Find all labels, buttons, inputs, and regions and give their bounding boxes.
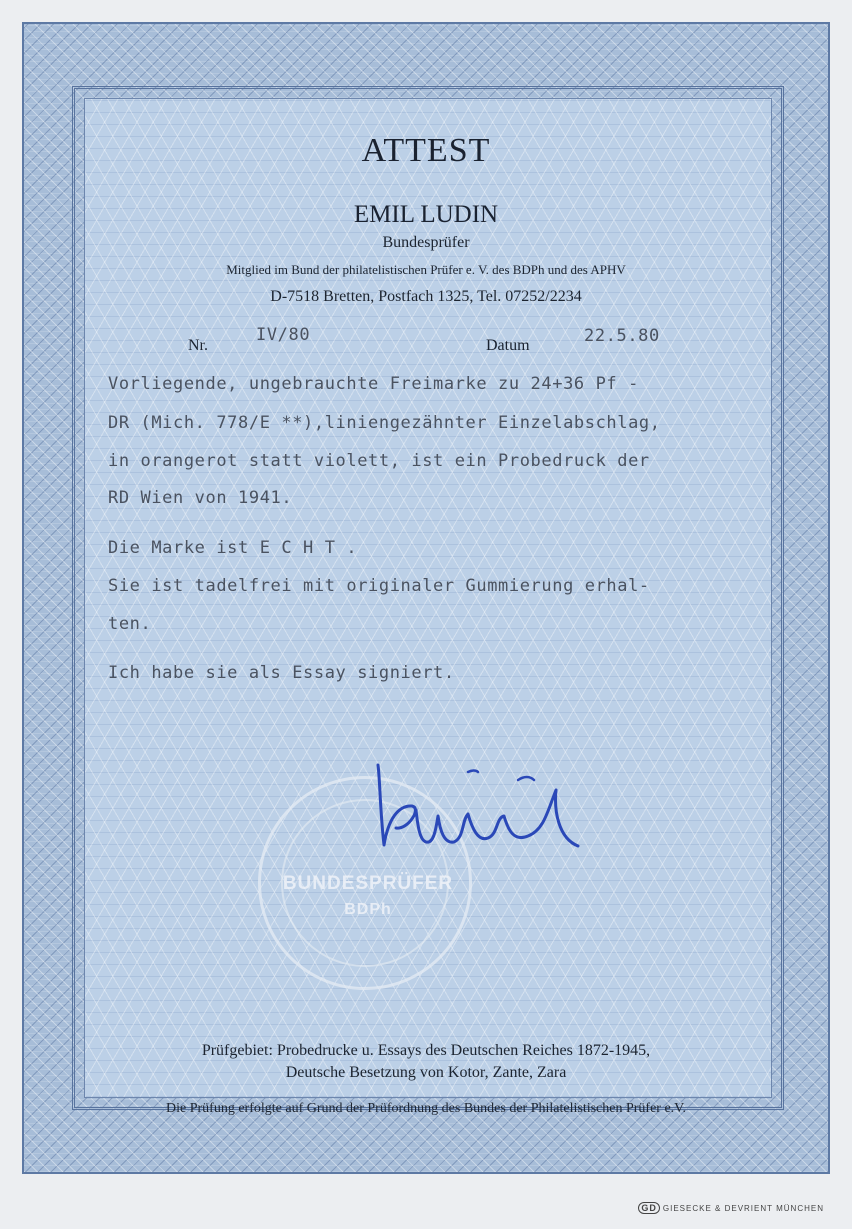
date-label: Datum — [486, 337, 530, 354]
printer-mark — [638, 1203, 824, 1213]
signed-line: Ich habe sie als Essay signiert. — [108, 663, 455, 683]
basis-line: Die Prüfung erfolgte auf Grund der Prüfordnung des Bundes der Philatelistischen Prüfer e.V. — [166, 1101, 686, 1116]
handwritten-signature — [368, 750, 588, 860]
body-line-4: RD Wien von 1941. — [108, 488, 293, 508]
number-label: Nr. — [188, 337, 208, 354]
seal-text-2: BDPh — [344, 901, 392, 918]
printer-logo-icon: GD — [638, 1202, 660, 1214]
examiner-name: EMIL LUDIN — [353, 201, 499, 228]
examiner-role: Bundesprüfer — [382, 234, 470, 251]
certificate-title: ATTEST — [361, 132, 491, 169]
scope-line-2: Deutsche Besetzung von Kotor, Zante, Zara — [285, 1064, 567, 1081]
condition-line-2: ten. — [108, 614, 152, 634]
printer-name: GIESECKE & DEVRIENT MÜNCHEN — [662, 1204, 824, 1213]
condition-line-1: Sie ist tadelfrei mit originaler Gummierung erhal- — [108, 576, 650, 596]
date-value: 22.5.80 — [584, 326, 660, 346]
body-line-2: DR (Mich. 778/E **),liniengezähnter Einzelabschlag, — [108, 413, 661, 433]
number-value: IV/80 — [256, 325, 311, 345]
body-line-1: Vorliegende, ungebrauchte Freimarke zu 24+36 Pf - — [108, 374, 639, 394]
guilloche-border — [22, 22, 830, 1174]
verdict-line: Die Marke ist E C H T . — [108, 538, 358, 558]
body-line-3: in orangerot statt violett, ist ein Probedruck der — [108, 451, 650, 471]
address-line: D-7518 Bretten, Postfach 1325, Tel. 07252/2234 — [270, 288, 582, 305]
seal-text-1: BUNDESPRÜFER — [282, 873, 454, 894]
scope-line-1: Prüfgebiet: Probedrucke u. Essays des Deutschen Reiches 1872-1945, — [201, 1042, 651, 1059]
membership-line: Mitglied im Bund der philatelistischen Prüfer e. V. des BDPh und des APHV — [226, 262, 626, 277]
